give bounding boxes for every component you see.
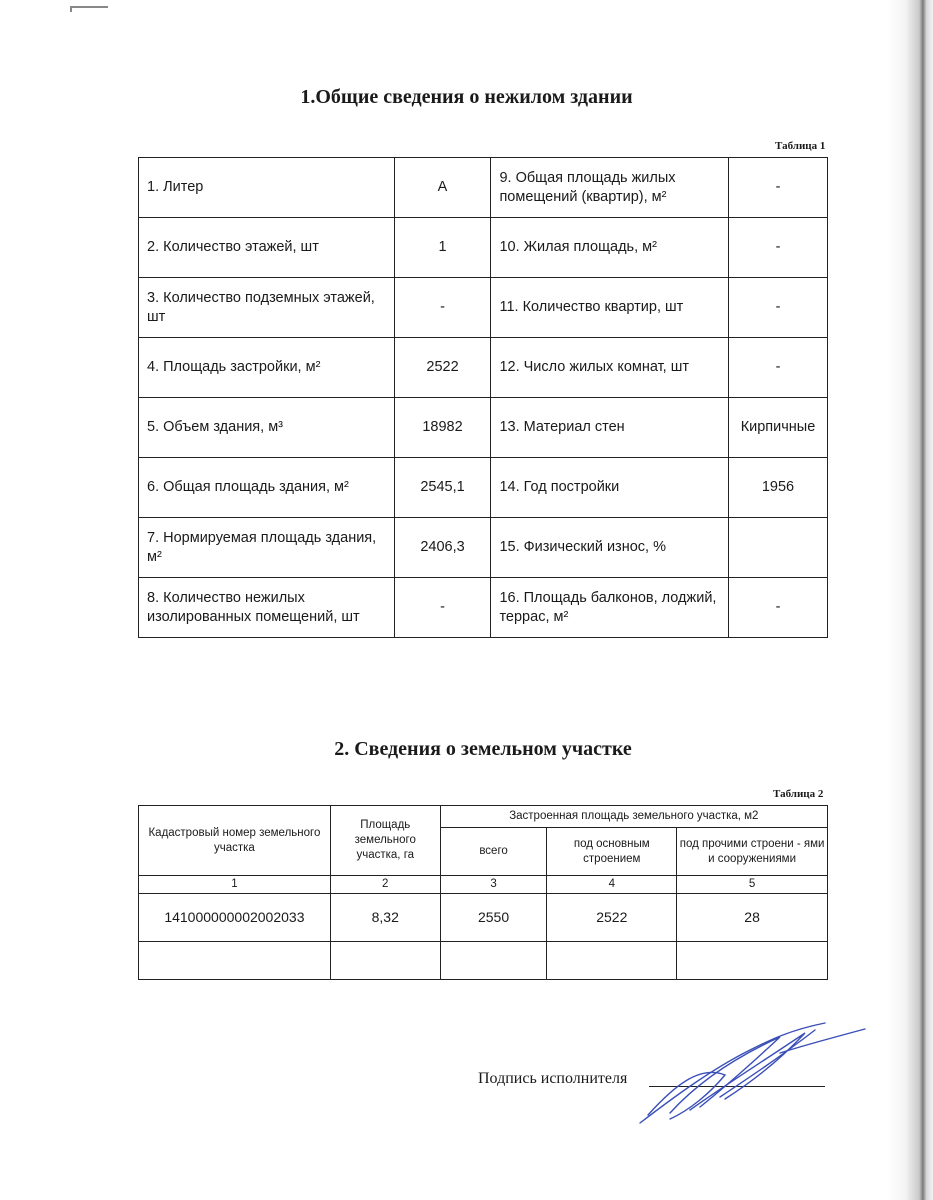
scan-mark	[70, 6, 108, 12]
row-value: -	[729, 158, 828, 218]
empty-cell	[440, 942, 547, 980]
table-row	[139, 398, 828, 458]
cadastral-number: 141000000002002033	[139, 894, 331, 942]
row-value: Кирпичные	[729, 398, 828, 458]
row-label: 4. Площадь застройки, м²	[139, 338, 395, 398]
row-value: -	[729, 278, 828, 338]
empty-cell	[677, 942, 828, 980]
row-label: 16. Площадь балконов, лоджий, террас, м²	[491, 578, 729, 638]
row-label: 10. Жилая площадь, м²	[491, 218, 729, 278]
row-label: 15. Физический износ, %	[491, 518, 729, 578]
header-total: всего	[440, 828, 547, 876]
table-row	[139, 158, 828, 218]
row-label: 13. Материал стен	[491, 398, 729, 458]
row-value: 1	[394, 218, 491, 278]
row-value: 1956	[729, 458, 828, 518]
table2-caption: Таблица 2	[773, 788, 824, 800]
scan-edge	[887, 0, 933, 1200]
row-label: 11. Количество квартир, шт	[491, 278, 729, 338]
table-row	[139, 894, 828, 942]
col-number: 1	[139, 876, 331, 894]
built-total: 2550	[440, 894, 547, 942]
row-value: 18982	[394, 398, 491, 458]
building-info-table	[138, 157, 828, 638]
header-cadastral: Кадастровый номер земельного участка	[139, 806, 331, 876]
table-row	[139, 578, 828, 638]
section2-title: 2. Сведения о земельном участке	[334, 738, 632, 760]
row-label: 2. Количество этажей, шт	[139, 218, 395, 278]
table1-caption: Таблица 1	[775, 140, 826, 152]
row-value	[729, 518, 828, 578]
header-other-buildings: под прочими строени - ями и сооружениями	[677, 828, 828, 876]
table-row	[139, 942, 828, 980]
empty-cell	[139, 942, 331, 980]
row-label: 7. Нормируемая площадь здания, м²	[139, 518, 395, 578]
col-number: 3	[440, 876, 547, 894]
col-number: 4	[547, 876, 677, 894]
row-value: -	[394, 578, 491, 638]
row-value: 2545,1	[394, 458, 491, 518]
row-label: 5. Объем здания, м³	[139, 398, 395, 458]
table-row	[139, 278, 828, 338]
row-label: 1. Литер	[139, 158, 395, 218]
row-label: 14. Год постройки	[491, 458, 729, 518]
header-built-area: Застроенная площадь земельного участка, м2	[440, 806, 827, 828]
empty-cell	[330, 942, 440, 980]
table-row	[139, 338, 828, 398]
row-label: 8. Количество нежилых изолированных помещений, шт	[139, 578, 395, 638]
table-row	[139, 458, 828, 518]
row-label: 6. Общая площадь здания, м²	[139, 458, 395, 518]
row-value: -	[729, 578, 828, 638]
row-label: 3. Количество подземных этажей, шт	[139, 278, 395, 338]
table-row	[139, 518, 828, 578]
table-row	[139, 218, 828, 278]
built-main: 2522	[547, 894, 677, 942]
empty-cell	[547, 942, 677, 980]
row-value: -	[729, 218, 828, 278]
signature-label: Подпись исполнителя	[478, 1070, 628, 1087]
section1-title: 1.Общие сведения о нежилом здании	[300, 86, 633, 108]
built-other: 28	[677, 894, 828, 942]
handwritten-signature	[630, 1015, 870, 1130]
row-label: 9. Общая площадь жилых помещений (квартир), м²	[491, 158, 729, 218]
col-number: 5	[677, 876, 828, 894]
land-plot-table	[138, 805, 828, 980]
row-value: 2522	[394, 338, 491, 398]
row-value: 2406,3	[394, 518, 491, 578]
plot-area: 8,32	[330, 894, 440, 942]
row-value: -	[729, 338, 828, 398]
header-main-building: под основным строением	[547, 828, 677, 876]
header-area: Площадь земельного участка, га	[330, 806, 440, 876]
col-number: 2	[330, 876, 440, 894]
row-value: А	[394, 158, 491, 218]
row-value: -	[394, 278, 491, 338]
row-label: 12. Число жилых комнат, шт	[491, 338, 729, 398]
